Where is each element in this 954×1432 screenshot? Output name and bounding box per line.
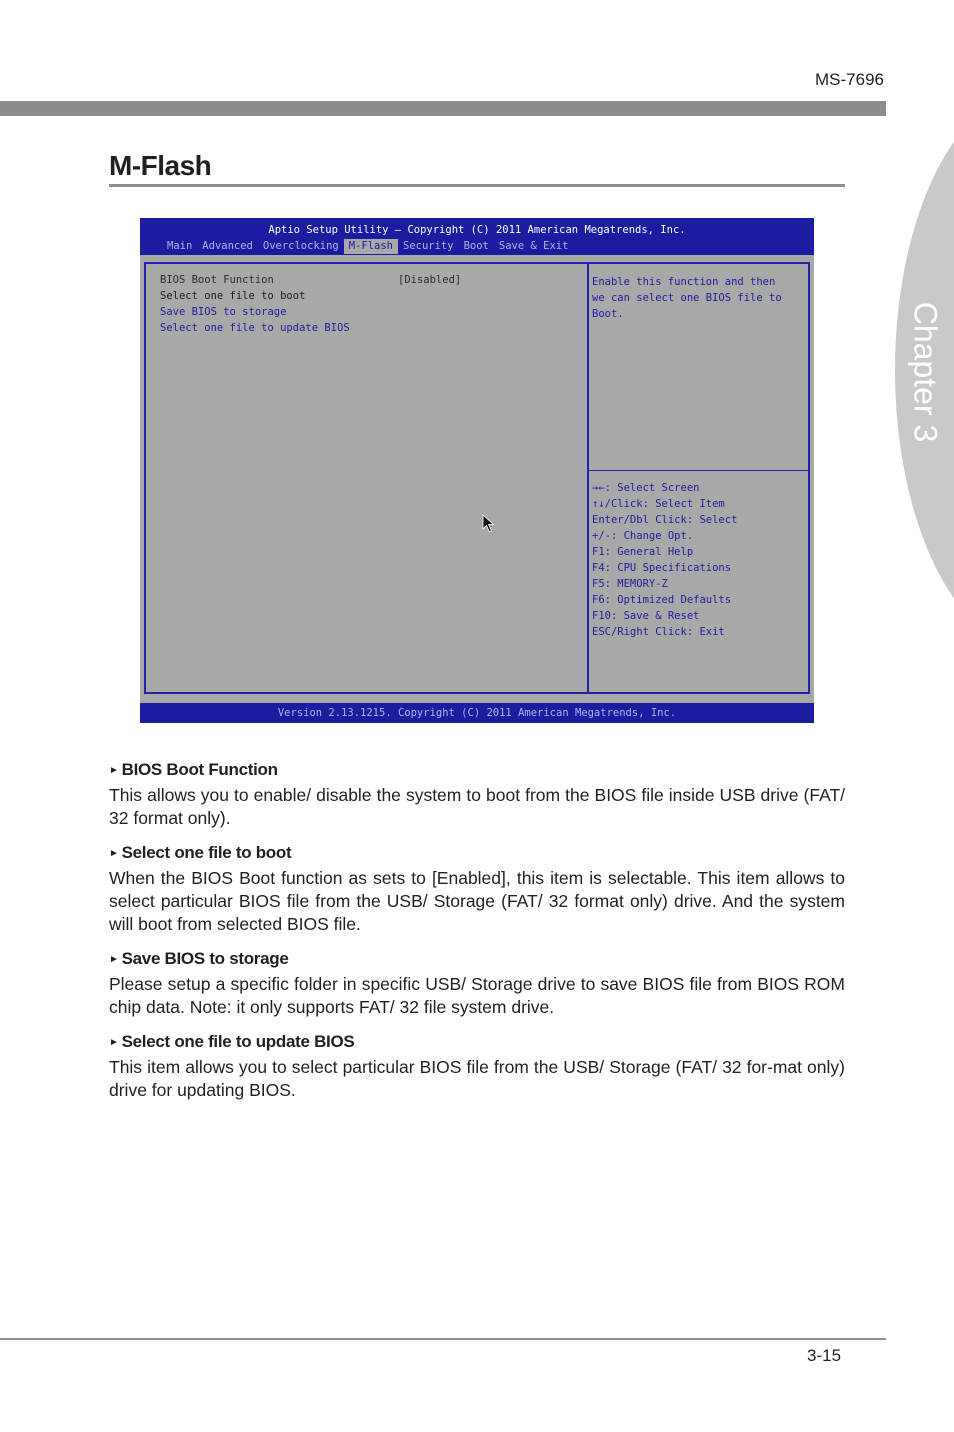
description-body: Please setup a specific folder in specific USB/ Storage drive to save BIOS file from BIOS ROM chip data. Note: it only supports FAT/ 32 file system drive. (109, 974, 845, 1017)
bios-version-text: Version 2.13.1215. Copyright (C) 2011 American Megatrends, Inc. (277, 707, 677, 719)
bios-tab-m-flash[interactable]: M-Flash (344, 239, 398, 254)
description-select-boot-file (109, 843, 845, 936)
page-title: M-Flash (109, 150, 212, 181)
bios-tab-advanced[interactable]: Advanced (202, 240, 253, 252)
description-heading: Select one file to update BIOS (121, 1032, 355, 1051)
bios-tab-main[interactable]: Main (167, 240, 193, 252)
description-boot-function (109, 760, 845, 830)
page-number: 3-15 (807, 1346, 842, 1365)
bios-title: Aptio Setup Utility – Copyright (C) 2011 American Megatrends, Inc. (268, 224, 686, 236)
bios-key-item: F5: MEMORY-Z (592, 578, 668, 590)
bios-key-legend (592, 480, 737, 640)
bios-screenshot (140, 218, 814, 723)
bios-item-select-boot-file[interactable]: Select one file to boot (160, 290, 306, 302)
bios-key-item: Enter/Dbl Click: Select (592, 514, 738, 526)
bios-key-item: ↑↓/Click: Select Item (592, 498, 725, 510)
bios-footer (140, 703, 814, 723)
bios-tab-overclocking[interactable]: Overclocking (262, 240, 339, 252)
bios-key-item: ESC/Right Click: Exit (592, 626, 725, 638)
bios-item-boot-function[interactable]: BIOS Boot Function (160, 274, 274, 286)
bios-key-item: +/-: Change Opt. (592, 530, 694, 542)
triangle-bullet-icon: ► (109, 765, 119, 776)
description-heading: BIOS Boot Function (121, 760, 278, 779)
description-body: When the BIOS Boot function as sets to [Enabled], this item is selectable. This item allows to select particular BIOS file from the USB/ Storage (FAT/ 32 format only) drive. And the system will boot from selected BIOS file. (109, 868, 845, 934)
footer-divider (0, 1338, 886, 1340)
bios-key-item: F10: Save & Reset (592, 610, 700, 622)
bios-tab-security[interactable]: Security (403, 240, 454, 252)
title-divider (109, 184, 845, 187)
description-heading: Save BIOS to storage (121, 949, 289, 968)
chapter-label: Chapter 3 (907, 301, 944, 443)
bios-tab-boot[interactable]: Boot (463, 240, 489, 252)
bios-key-item: →←: Select Screen (592, 482, 700, 494)
bios-tab-bar (162, 239, 573, 254)
description-heading: Select one file to boot (121, 843, 292, 862)
bios-help-panel (587, 262, 810, 694)
bios-main-panel (144, 262, 589, 694)
bios-help-text: Enable this function and then we can select one BIOS file to Boot. (592, 276, 782, 320)
triangle-bullet-icon: ► (109, 954, 119, 965)
bios-item-update-bios[interactable]: Select one file to update BIOS (160, 322, 350, 334)
bios-header (140, 218, 814, 255)
bios-item-save-bios[interactable]: Save BIOS to storage (160, 306, 287, 318)
bios-tab-save-exit[interactable]: Save & Exit (498, 240, 569, 252)
bios-key-item: F4: CPU Specifications (592, 562, 732, 574)
bios-help-divider (589, 470, 808, 471)
description-update-bios (109, 1032, 845, 1102)
bios-item-boot-function-value[interactable]: [Disabled] (398, 274, 462, 286)
mouse-pointer-icon (482, 514, 496, 534)
bios-key-item: F1: General Help (592, 546, 694, 558)
triangle-bullet-icon: ► (109, 848, 119, 859)
description-body: This allows you to enable/ disable the system to boot from the BIOS file inside USB drive (FAT/ 32 format only). (109, 785, 845, 828)
triangle-bullet-icon: ► (109, 1037, 119, 1048)
bios-key-item: F6: Optimized Defaults (592, 594, 732, 606)
model-number: MS-7696 (815, 70, 884, 89)
description-save-bios (109, 949, 845, 1019)
description-body: This item allows you to select particular BIOS file from the USB/ Storage (FAT/ 32 for-mat only) drive for updating BIOS. (109, 1057, 845, 1100)
header-bar (0, 101, 886, 116)
